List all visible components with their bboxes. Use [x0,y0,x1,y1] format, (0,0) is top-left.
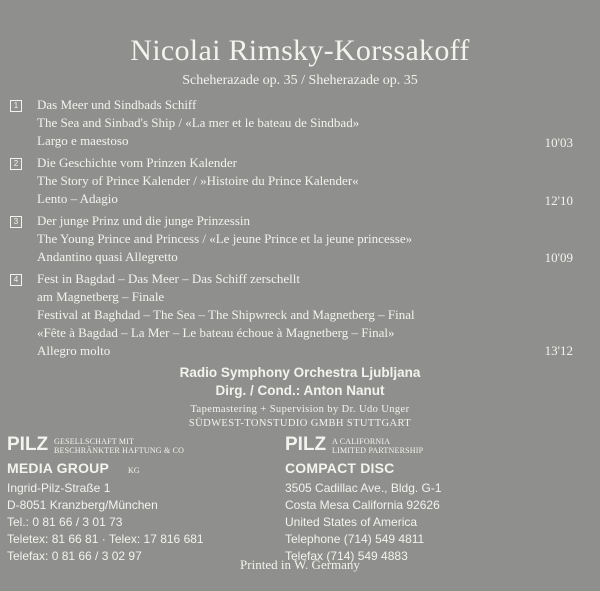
address-line: Telefax: 0 81 66 / 3 02 97 [7,549,142,563]
address-line: Telefax (714) 549 4883 [285,549,408,563]
track-duration: 12'10 [544,193,573,208]
track-number: 1 [10,100,22,112]
track-tempo: Lento – Adagio [37,191,118,206]
company-suffix: KG [128,466,140,475]
track-duration: 13'12 [544,343,573,358]
address-line: Teletex: 81 66 81 · Telex: 17 816 681 [7,532,204,546]
track-title-fr: «Fête à Bagdad – La Mer – Le bateau échoue à Magnetberg – Final» [37,325,395,340]
address-line: Costa Mesa California 92626 [285,498,440,512]
mastering-credit: Tapemastering + Supervision by Dr. Udo Unger [190,404,410,415]
pilz-logo: PILZ [285,434,327,455]
address-line: D-8051 Kranzberg/München [7,498,158,512]
address-line: United States of America [285,515,418,529]
track-tempo: Andantino quasi Allegretto [37,249,178,264]
address-line: Telephone (714) 549 4811 [285,532,425,546]
legal-form-line-2: BESCHRÄNKTER HAFTUNG & CO [54,446,185,455]
conductor-credit: Dirg. / Cond.: Anton Nanut [215,383,385,398]
track-title-de: Der junge Prinz und die junge Prinzessin [37,213,251,228]
orchestra-credit: Radio Symphony Orchestra Ljubljana [179,365,421,380]
track-title-en-fr: The Story of Prince Kalender / »Histoire du Prince Kalender« [37,173,359,188]
track-title-en: Festival at Baghdad – The Sea – The Shipwreck and Magnetberg – Final [37,307,415,322]
track-number: 3 [10,216,22,228]
company-name: COMPACT DISC [285,460,395,476]
printed-in: Printed in W. Germany [240,557,360,572]
studio-credit: SÜDWEST-TONSTUDIO GMBH STUTTGART [188,418,412,429]
legal-form-line-2: LIMITED PARTNERSHIP [332,446,424,455]
composer-title: Nicolai Rimsky-Korssakoff [130,34,470,67]
work-subtitle: Scheherazade op. 35 / Sheherazade op. 35 [182,73,418,88]
track-tempo: Allegro molto [37,343,111,358]
track-duration: 10'09 [544,250,573,265]
track-title-de: Fest in Bagdad – Das Meer – Das Schiff zerschellt [37,271,300,286]
legal-form-line-1: GESELLSCHAFT MIT [54,437,135,446]
address-line: 3505 Cadillac Ave., Bldg. G-1 [285,481,442,495]
track-title-de: Die Geschichte vom Prinzen Kalender [37,155,237,170]
track-number: 2 [10,158,22,170]
address-line: Ingrid-Pilz-Straße 1 [7,481,111,495]
pilz-logo: PILZ [7,434,49,455]
track-title-de-cont: am Magnetberg – Finale [37,289,165,304]
track-title-en-fr: The Young Prince and Princess / «Le jeune Prince et la jeune princesse» [37,231,413,246]
legal-form-line-1: A CALIFORNIA [332,437,391,446]
track-tempo: Largo e maestoso [37,133,129,148]
track-title-en-fr: The Sea and Sinbad's Ship / «La mer et le bateau de Sindbad» [37,115,360,130]
track-duration: 10'03 [544,135,573,150]
address-line: Tel.: 0 81 66 / 3 01 73 [7,515,123,529]
track-number: 4 [10,274,22,286]
company-name: MEDIA GROUP [7,460,110,476]
track-title-de: Das Meer und Sindbads Schiff [37,97,197,112]
